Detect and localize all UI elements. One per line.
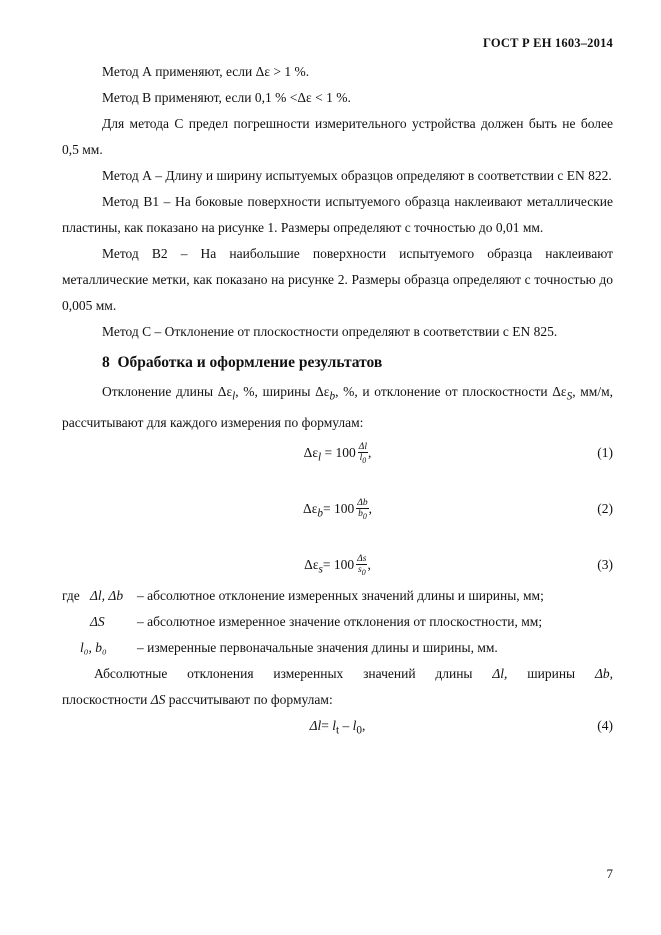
formula-expression: $\Delta\varepsilon_l = 100$ $\frac{\Delta l}{l_0}$ , bbox=[303, 441, 372, 465]
paragraph-intro: Отклонение длины $\Delta\varepsilon_l$, %, ширины $\Delta\varepsilon_b$, %, и отклонение от плоскостности $\Delta\varepsilon_S$, мм/м, рассчитывают для каждого измерения по формулам: bbox=[62, 384, 613, 430]
formula-number: (2) bbox=[597, 500, 613, 516]
formula-4 bbox=[62, 713, 613, 739]
page-number: 7 bbox=[606, 866, 613, 881]
where-symbol: Δl, Δb bbox=[90, 587, 124, 603]
where-row-3 bbox=[62, 635, 613, 661]
where-description: – абсолютное измеренное значение отклонения от плоскостности, мм; bbox=[137, 613, 543, 629]
where-row-1 bbox=[62, 583, 613, 609]
paragraph-method-a-condition: Метод А применяют, если Δε > 1 %. bbox=[102, 64, 310, 79]
formula-3 bbox=[62, 552, 613, 583]
where-prefix: где bbox=[62, 587, 80, 603]
formula-expression: $\Delta\varepsilon_b= 100$ $\frac{\Delta b}{b_0}$ , bbox=[303, 497, 372, 521]
paragraph-method-c-description: Метод С – Отклонение от плоскостности определяют в соответствии с EN 825. bbox=[102, 324, 558, 339]
where-description: – измеренные первоначальные значения длины и ширины, мм. bbox=[137, 639, 498, 655]
where-symbol: l₀, b₀ bbox=[80, 639, 107, 655]
section-title: Обработка и оформление результатов bbox=[117, 354, 383, 371]
paragraph-abs-deviation: Абсолютные отклонения измеренных значений длины Δl, ширины Δb, bbox=[94, 665, 614, 681]
where-row-2 bbox=[62, 609, 613, 635]
formula-number: (3) bbox=[597, 556, 613, 572]
paragraph-method-a-description: Метод А – Длину и ширину испытуемых образцов определяют в соответствии с EN 822. bbox=[102, 168, 612, 183]
paragraph-method-b-condition: Метод В применяют, если 0,1 % <Δε < 1 %. bbox=[102, 90, 351, 105]
formula-number: (4) bbox=[597, 717, 613, 733]
formula-expression: $\Delta l= l_t - l_0$, bbox=[309, 717, 366, 737]
section-heading bbox=[102, 350, 613, 376]
paragraph-method-b1-description: Метод В1 – На боковые поверхности испытуемого образца наклеивают металлические пластины, как показано на рисунке 1. Размеры определяют с точностью до 0,01 мм. bbox=[62, 194, 613, 235]
body-text bbox=[62, 59, 613, 739]
paragraph-method-c-tolerance: Для метода С предел погрешности измерительного устройства должен быть не более 0,5 мм. bbox=[62, 116, 613, 157]
document-header: ГОСТ Р ЕН 1603–2014 bbox=[482, 36, 613, 50]
where-description: – абсолютное отклонение измеренных значений длины и ширины, мм; bbox=[137, 587, 544, 603]
fraction: $\frac{\Delta s}{s_0}$ bbox=[357, 553, 367, 577]
paragraph-abs-deviation-cont: плоскостности ΔS рассчитывают по формулам: bbox=[62, 691, 333, 707]
formula-number: (1) bbox=[597, 444, 613, 460]
fraction: $\frac{\Delta b}{b_0}$ bbox=[357, 497, 368, 521]
section-number: 8 bbox=[102, 354, 110, 371]
where-symbol: ΔS bbox=[90, 613, 105, 629]
formula-expression: $\Delta\varepsilon_s= 100$ $\frac{\Delta s}{s_0}$ , bbox=[304, 553, 371, 577]
paragraph-method-b2-description: Метод В2 – На наибольшие поверхности испытуемого образца наклеивают металлические метки, как показано на рисунке 2. Размеры образца определяют с точностью до 0,005 мм. bbox=[62, 246, 613, 313]
formula-1 bbox=[62, 440, 613, 496]
fraction: $\frac{\Delta l}{l_0}$ bbox=[358, 441, 367, 465]
formula-2 bbox=[62, 496, 613, 552]
